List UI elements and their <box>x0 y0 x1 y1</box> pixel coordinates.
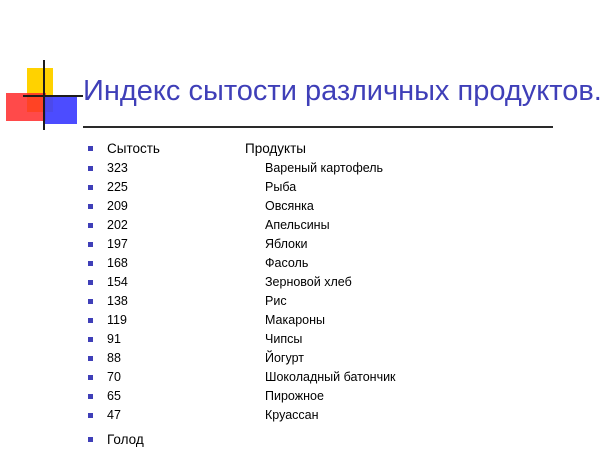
product-name: Рыба <box>265 180 297 194</box>
satiety-value: 70 <box>107 370 121 384</box>
satiety-value: 47 <box>107 408 121 422</box>
list-item <box>0 406 604 425</box>
satiety-value: 225 <box>107 180 128 194</box>
product-name: Йогурт <box>265 351 305 365</box>
satiety-value: 154 <box>107 275 128 289</box>
bullet-icon <box>88 242 93 247</box>
bullet-icon <box>88 356 93 361</box>
satiety-value: 197 <box>107 237 128 251</box>
list-item <box>0 292 604 311</box>
column-header-satiety: Сытость <box>107 141 160 156</box>
list-item <box>0 368 604 387</box>
logo-red-square <box>6 93 46 121</box>
satiety-value: 202 <box>107 218 128 232</box>
bullet-icon <box>88 166 93 171</box>
list-item <box>0 387 604 406</box>
bullet-icon <box>88 204 93 209</box>
product-name: Макароны <box>265 313 325 327</box>
bullet-icon <box>88 437 93 442</box>
column-header-products: Продукты <box>245 141 306 156</box>
satiety-value: 91 <box>107 332 121 346</box>
satiety-value: 65 <box>107 389 121 403</box>
list-item <box>0 197 604 216</box>
satiety-value: 209 <box>107 199 128 213</box>
bullet-icon <box>88 223 93 228</box>
bullet-icon <box>88 261 93 266</box>
list-item <box>0 330 604 349</box>
satiety-value: 138 <box>107 294 128 308</box>
product-name: Пирожное <box>265 389 324 403</box>
bullet-icon <box>88 185 93 190</box>
title-underline <box>83 126 553 128</box>
list-header-row <box>0 138 604 159</box>
hunger-label: Голод <box>107 432 144 447</box>
list-item <box>0 273 604 292</box>
bullet-icon <box>88 375 93 380</box>
list-item <box>0 178 604 197</box>
logo-horizontal-line <box>23 95 83 97</box>
bullet-icon <box>88 280 93 285</box>
satiety-value: 168 <box>107 256 128 270</box>
corner-logo-icon <box>0 0 90 140</box>
logo-blue-square <box>43 96 77 124</box>
product-name: Апельсины <box>265 218 330 232</box>
product-name: Зерновой хлеб <box>265 275 352 289</box>
list-item <box>0 235 604 254</box>
bullet-icon <box>88 146 93 151</box>
product-name: Овсянка <box>265 199 314 213</box>
bullet-icon <box>88 299 93 304</box>
bullet-icon <box>88 318 93 323</box>
bullet-icon <box>88 394 93 399</box>
list-item <box>0 311 604 330</box>
product-name: Круассан <box>265 408 319 422</box>
product-name: Чипсы <box>265 332 303 346</box>
list-item <box>0 159 604 178</box>
list-item <box>0 349 604 368</box>
product-name: Шоколадный батончик <box>265 370 396 384</box>
product-name: Фасоль <box>265 256 309 270</box>
product-name: Вареный картофель <box>265 161 384 175</box>
product-name: Рис <box>265 294 287 308</box>
product-name: Яблоки <box>265 237 308 251</box>
list-item <box>0 254 604 273</box>
slide-title: Индекс сытости различных продуктов. <box>83 75 602 107</box>
list-footer-row <box>0 428 604 451</box>
bullet-icon <box>88 337 93 342</box>
satiety-value: 323 <box>107 161 128 175</box>
bullet-icon <box>88 413 93 418</box>
satiety-list <box>0 138 604 451</box>
satiety-value: 119 <box>107 313 127 327</box>
satiety-value: 88 <box>107 351 121 365</box>
list-item <box>0 216 604 235</box>
